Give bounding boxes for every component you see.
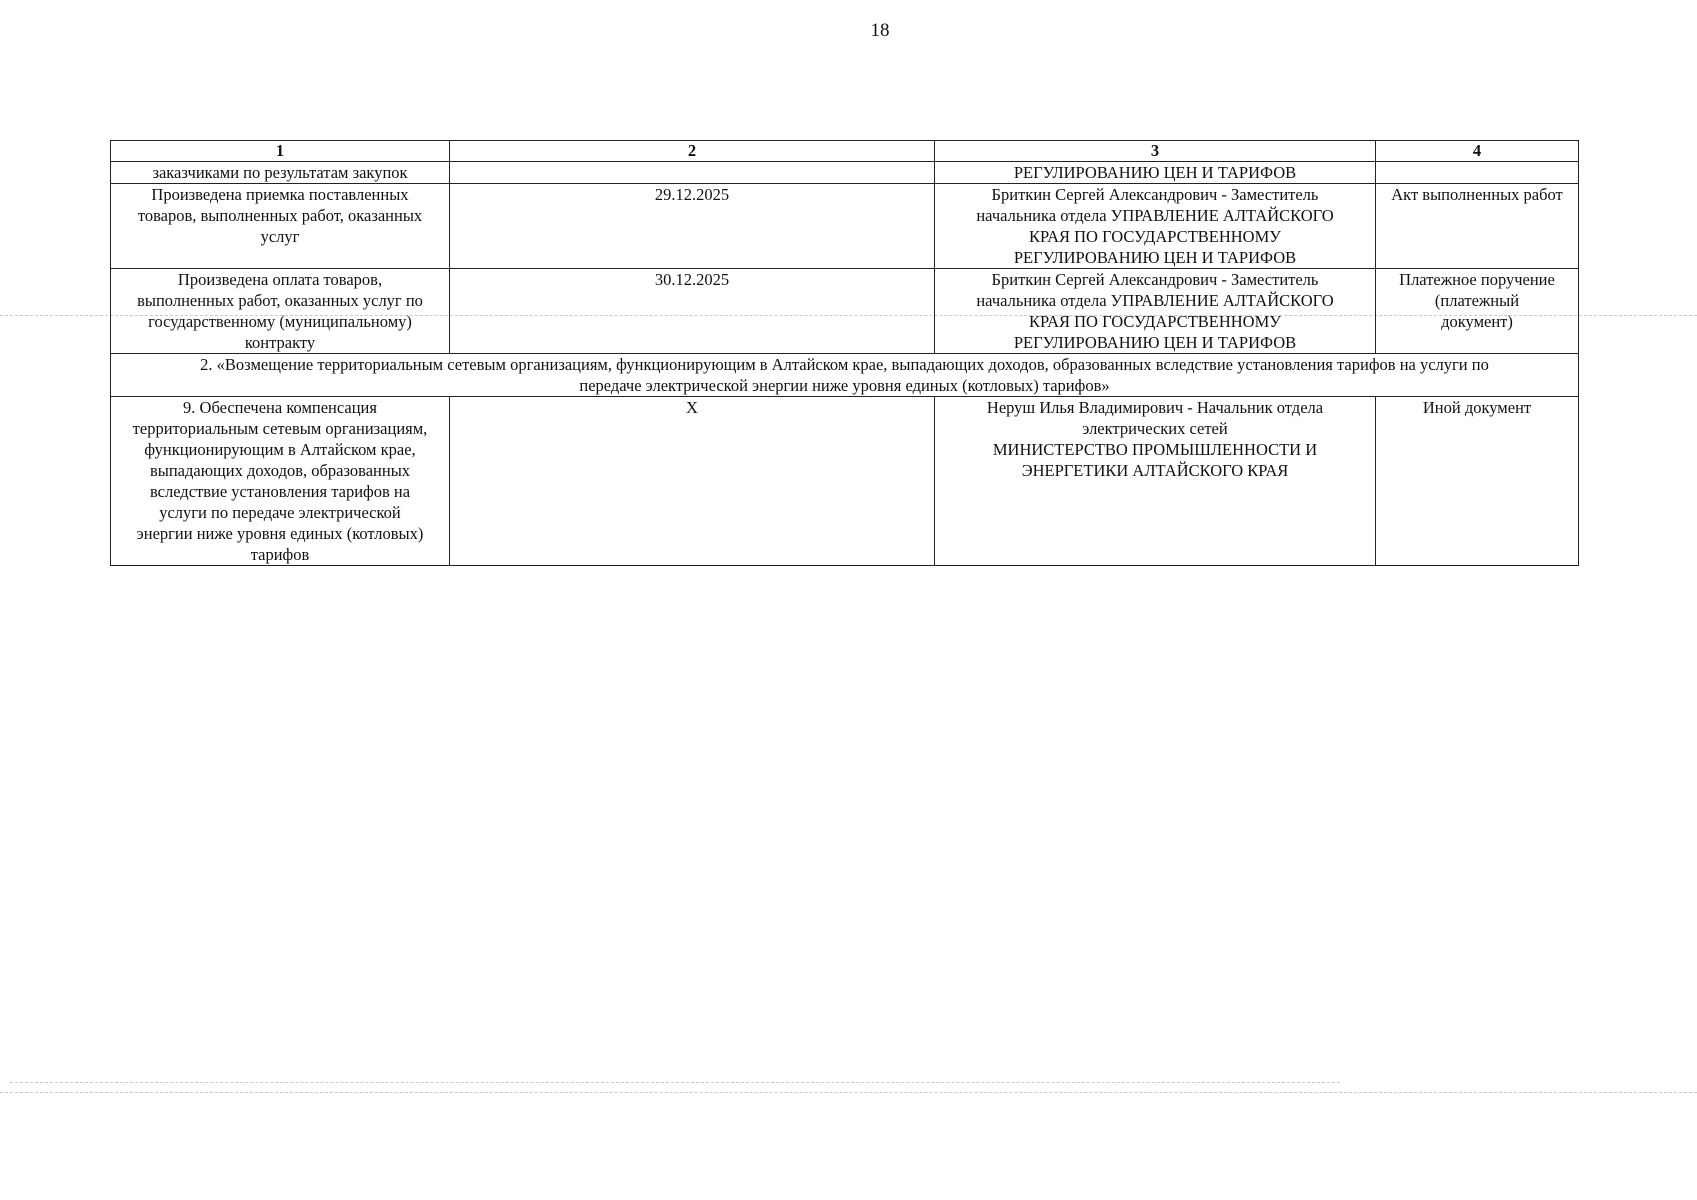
table-row [111, 397, 1579, 566]
cell-event [111, 269, 450, 354]
cell-line: выпадающих доходов, образованных [149, 461, 411, 480]
cell-line: МИНИСТЕРСТВО ПРОМЫШЛЕННОСТИ И [992, 440, 1318, 459]
cell-date [450, 269, 935, 354]
cell-line: начальника отдела УПРАВЛЕНИЕ АЛТАЙСКОГО [976, 206, 1334, 225]
cell-responsible [935, 184, 1376, 269]
page-number: 18 [870, 20, 890, 41]
cell-line: Произведена приемка поставленных [151, 185, 409, 204]
column-header: 3 [935, 141, 1376, 162]
cell-document [1376, 162, 1579, 184]
cell-line: контракту [244, 333, 316, 352]
cell-line: 9. Обеспечена компенсация [183, 398, 377, 417]
cell-responsible [935, 162, 1376, 184]
cell-line: ЭНЕРГЕТИКИ АЛТАЙСКОГО КРАЯ [1021, 461, 1289, 480]
cell-line: начальника отдела УПРАВЛЕНИЕ АЛТАЙСКОГО [976, 291, 1334, 310]
cell-line: выполненных работ, оказанных услуг по [137, 291, 423, 310]
cell-line: Акт выполненных работ [1391, 185, 1563, 204]
cell-line: товаров, выполненных работ, оказанных [137, 206, 423, 225]
column-header: 1 [111, 141, 450, 162]
cell-line: КРАЯ ПО ГОСУДАРСТВЕННОМУ [1029, 312, 1281, 331]
cell-responsible [935, 397, 1376, 566]
cell-line: территориальным сетевым организациям, [132, 419, 428, 438]
cell-line: X [686, 398, 698, 417]
table-header-row [111, 141, 1579, 162]
column-header: 2 [450, 141, 935, 162]
cell-line: РЕГУЛИРОВАНИЮ ЦЕН И ТАРИФОВ [1013, 333, 1297, 352]
cell-line: Платежное поручение [1399, 270, 1555, 289]
cell-line: энергии ниже уровня единых (котловых) [136, 524, 424, 543]
cell-line: 2. «Возмещение территориальным сетевым организациям, функционирующим в Алтайском крае, выпадающих доходов, образованных вследствие установления тарифов на услуги по [200, 355, 1489, 374]
cell-document [1376, 397, 1579, 566]
cell-line: КРАЯ ПО ГОСУДАРСТВЕННОМУ [1029, 227, 1281, 246]
table-row [111, 162, 1579, 184]
cell-line: Бриткин Сергей Александрович - Заместитель [991, 270, 1319, 289]
cell-line: 29.12.2025 [654, 185, 730, 204]
table-row [111, 184, 1579, 269]
cell-line: услуги по передаче электрической [159, 503, 401, 522]
cell-line: Произведена оплата товаров, [177, 270, 383, 289]
cell-line: заказчиками по результатам закупок [152, 163, 408, 182]
table-row [111, 269, 1579, 354]
document-table [110, 140, 1579, 566]
section-row [111, 354, 1579, 397]
cell-date [450, 397, 935, 566]
cell-line: передаче электрической энергии ниже уровня единых (котловых) тарифов» [579, 376, 1110, 395]
cell-line: Иной документ [1422, 398, 1532, 417]
cell-line: услуг [260, 227, 300, 246]
cell-document [1376, 269, 1579, 354]
cell-line: Бриткин Сергей Александрович - Заместитель [991, 185, 1319, 204]
cell-line: государственному (муниципальному) [148, 312, 412, 331]
cell-line: функционирующим в Алтайском крае, [144, 440, 416, 459]
cell-event [111, 397, 450, 566]
cell-line: (платежный [1434, 291, 1520, 310]
cell-date [450, 162, 935, 184]
cell-line: документ) [1441, 312, 1513, 331]
cell-event [111, 162, 450, 184]
cell-line: РЕГУЛИРОВАНИЮ ЦЕН И ТАРИФОВ [1013, 248, 1297, 267]
scan-artifact-line [10, 1082, 1340, 1083]
cell-line: электрических сетей [1082, 419, 1228, 438]
cell-responsible [935, 269, 1376, 354]
scan-artifact-line [0, 1092, 1697, 1093]
cell-date [450, 184, 935, 269]
cell-line: Неруш Илья Владимирович - Начальник отдела [986, 398, 1324, 417]
cell-line: РЕГУЛИРОВАНИЮ ЦЕН И ТАРИФОВ [1013, 163, 1297, 182]
column-header: 4 [1376, 141, 1579, 162]
cell-line: тарифов [250, 545, 310, 564]
section-heading [111, 354, 1579, 397]
cell-document [1376, 184, 1579, 269]
cell-line: 30.12.2025 [654, 270, 730, 289]
cell-line: вследствие установления тарифов на [149, 482, 411, 501]
cell-event [111, 184, 450, 269]
